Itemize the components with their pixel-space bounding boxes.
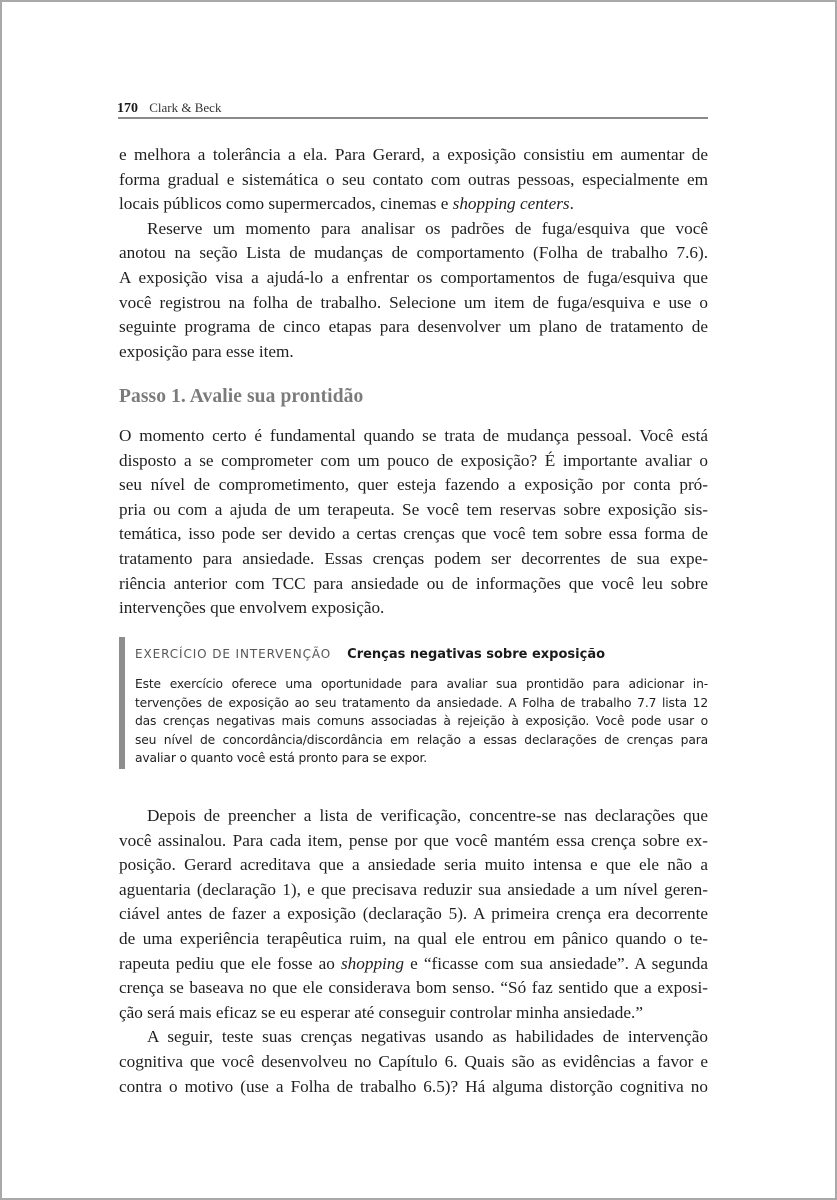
text-run: . <box>569 194 574 214</box>
text-line: intervenções que envolvem exposição. <box>119 598 385 618</box>
text-line <box>119 952 708 977</box>
text-run: rapeuta pediu que ele fosse ao <box>119 953 341 973</box>
text-run: e “ficasse com sua ansiedade”. A segunda <box>404 953 708 973</box>
text-line: ção será mais eficaz se eu esperar até conseguir controlar minha ansiedade.” <box>119 1002 643 1022</box>
callout-heading: Crenças negativas sobre exposição <box>347 647 606 662</box>
text-line: tervenções de exposição ao seu tratamento da ansiedade. A Folha de trabalho 7.7 lista 12 <box>135 695 708 710</box>
running-head <box>117 100 708 118</box>
text-line: A seguir, teste suas crenças negativas usando as habilidades de intervenção <box>147 1027 708 1047</box>
callout-title <box>135 646 605 662</box>
text-line: disposto a se comprometer com um pouco de exposição? É importante avaliar o <box>119 450 708 470</box>
text-line: riência anterior com TCC para ansiedade ou de informações que você leu sobre <box>119 573 708 593</box>
text-line: das crenças negativas mais comuns associadas à rejeição à exposição. Você pode usar o <box>135 714 708 728</box>
section-text <box>119 424 708 621</box>
text-line: anotou na seção Lista de mudanças de comportamento (Folha de trabalho 7.6). <box>119 243 708 263</box>
callout-accent-bar <box>119 637 125 769</box>
text-line: e melhora a tolerância a ela. Para Gerard, a exposição consistiu em aumentar de <box>119 145 708 164</box>
text-line: avaliar o quanto você está pronto para se expor. <box>135 751 428 765</box>
text-line: O momento certo é fundamental quando se trata de mudança pessoal. Você está <box>119 426 708 445</box>
text-line: você assinalou. Para cada item, pense por que você mantém essa crença sobre ex- <box>119 830 708 850</box>
text-line <box>119 192 708 217</box>
text-line: temática, isso pode ser devido a certas crenças que você tem sobre essa forma de <box>119 524 708 544</box>
text-line: pria ou com a ajuda de um terapeuta. Se você tem reservas sobre exposição sis- <box>119 499 708 519</box>
text-line: contra o motivo (use a Folha de trabalho 6.5)? Há alguma distorção cognitiva no <box>119 1076 708 1096</box>
paragraph <box>119 1025 708 1099</box>
text-line: aguentaria (declaração 1), e que precisava reduzir sua ansiedade a um nível geren- <box>119 879 708 899</box>
text-line: forma gradual e sistemática o seu contato com outras pessoas, especialmente em <box>119 169 708 189</box>
text-line: exposição para esse item. <box>119 341 294 361</box>
callout-kicker: EXERCÍCIO DE INTERVENÇÃO <box>135 647 332 661</box>
text-line: ciável antes de fazer a exposição (declaração 5). A primeira crença era decorrente <box>119 904 708 924</box>
text-line: seu nível de comprometimento, quer esteja fazendo a exposição por conta pró- <box>119 475 708 495</box>
text-line: Este exercício oferece uma oportunidade para avaliar sua prontidão para adicionar in- <box>135 677 708 691</box>
italic-term: shopping centers <box>452 194 570 214</box>
text-line: você registrou na folha de trabalho. Selecione um item de fuga/esquiva e use o <box>119 292 708 312</box>
section-heading: Passo 1. Avalie sua prontidão <box>119 386 364 407</box>
callout-body <box>135 675 708 768</box>
paragraph <box>119 143 708 217</box>
page-number: 170 <box>117 101 138 116</box>
text-line: tratamento para ansiedade. Essas crenças podem ser decorrentes de sua expe- <box>119 548 708 568</box>
text-line: de uma experiência terapêutica ruim, na qual ele entrou em pânico quando o te- <box>119 928 708 948</box>
text-run: locais públicos como supermercados, cinemas e <box>119 194 453 214</box>
text-line: cognitiva que você desenvolveu no Capítulo 6. Quais são as evidências a favor e <box>119 1051 708 1071</box>
paragraph <box>119 424 708 621</box>
text-line: posição. Gerard acreditava que a ansiedade seria muito intensa e que ele não a <box>119 855 708 875</box>
text-line: Reserve um momento para analisar os padrões de fuga/esquiva que você <box>147 218 708 238</box>
text-line: seguinte programa de cinco etapas para desenvolver um plano de tratamento de <box>119 317 708 337</box>
paragraph <box>119 804 708 1025</box>
exercise-callout <box>119 637 708 769</box>
italic-term: shopping <box>340 953 404 973</box>
header-rule <box>118 117 708 119</box>
intro-text <box>119 143 708 364</box>
text-line: Depois de preencher a lista de verificação, concentre-se nas declarações que <box>147 806 708 825</box>
continuation-text <box>119 804 708 1099</box>
text-line: A exposição visa a ajudá-lo a enfrentar os comportamentos de fuga/esquiva que <box>119 267 708 287</box>
running-head-authors: Clark & Beck <box>149 100 222 115</box>
text-line: seu nível de concordância/discordância em relação a essas declarações de crenças para <box>135 732 708 747</box>
text-line: crença se baseava no que ele considerava bom senso. “Só faz sentido que a exposi- <box>119 978 708 998</box>
paragraph <box>119 217 708 365</box>
